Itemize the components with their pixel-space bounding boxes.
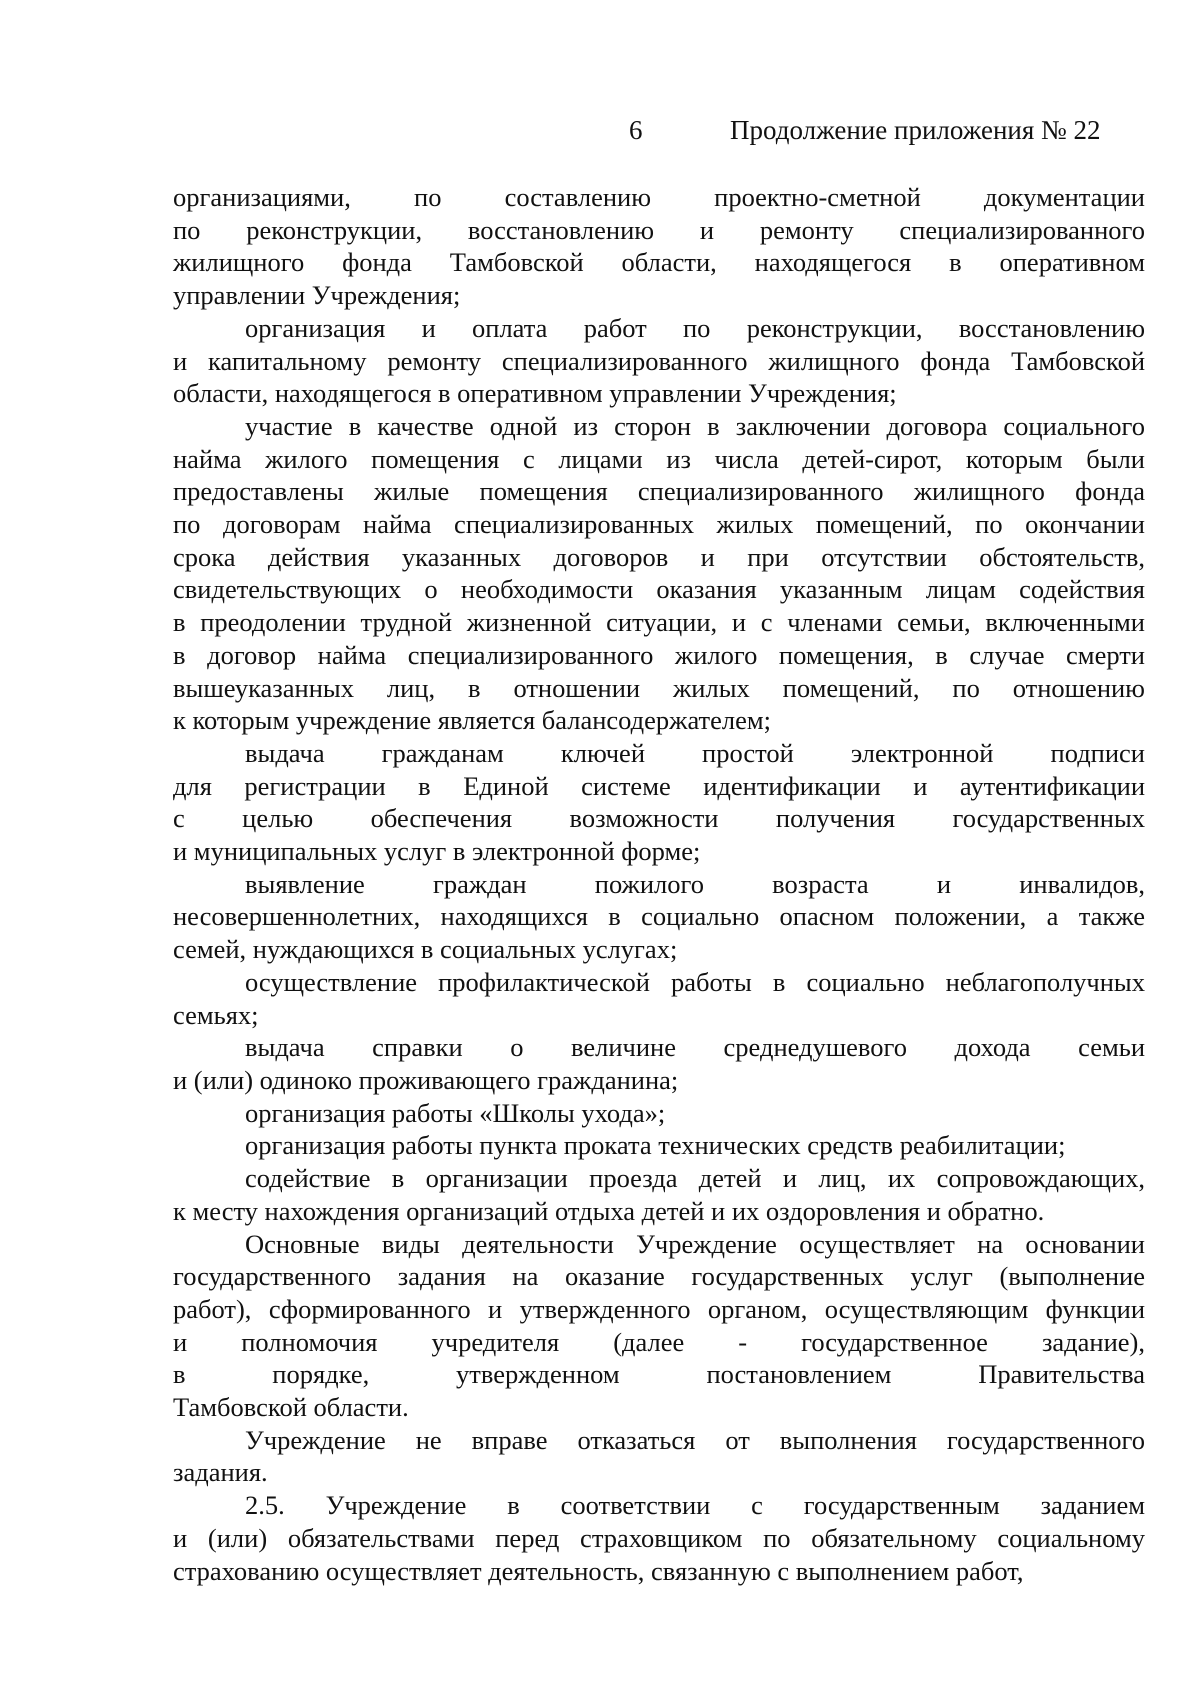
paragraph-3-line-8: в договор найма специализированного жилого помещения, в случае смерти — [173, 639, 1145, 670]
paragraph-10-line-2: к месту нахождения организаций отдыха детей и их оздоровления и обратно. — [173, 1195, 1045, 1226]
paragraph-3-line-7: в преодолении трудной жизненной ситуации, и с членами семьи, включенными — [173, 607, 1145, 638]
page-header — [0, 115, 1200, 155]
paragraph-7-line-1: выдача справки о величине среднедушевого дохода семьи — [245, 1032, 1145, 1063]
paragraph-3-line-2: найма жилого помещения с лицами из числа детей-сирот, которым были — [173, 443, 1145, 474]
paragraph-6-line-2: семьях; — [173, 999, 259, 1030]
paragraph-9-line-1: организация работы пункта проката технических средств реабилитации; — [245, 1130, 1066, 1161]
paragraph-3-line-6: свидетельствующих о необходимости оказания указанным лицам содействия — [173, 574, 1145, 605]
paragraph-4-line-1: выдача гражданам ключей простой электронной подписи — [245, 737, 1145, 768]
document-body — [173, 181, 1145, 1587]
appendix-continuation-title: Продолжение приложения № 22 — [730, 115, 1101, 145]
paragraph-5-line-3: семей, нуждающихся в социальных услугах; — [173, 934, 678, 965]
paragraph-12-line-1: Учреждение не вправе отказаться от выполнения государственного — [245, 1424, 1145, 1455]
paragraph-4-line-4: и муниципальных услуг в электронной форме; — [173, 836, 701, 867]
paragraph-13-line-1: 2.5. Учреждение в соответствии с государственным заданием — [245, 1490, 1145, 1521]
paragraph-8-line-1: организация работы «Школы ухода»; — [245, 1097, 666, 1128]
paragraph-3-line-4: по договорам найма специализированных жилых помещений, по окончании — [173, 509, 1145, 540]
paragraph-1-line-1: организациями, по составлению проектно-сметной документации — [173, 182, 1145, 212]
paragraph-11-line-1: Основные виды деятельности Учреждение осуществляет на основании — [245, 1228, 1145, 1259]
paragraph-4-line-3: с целью обеспечения возможности получения государственных — [173, 803, 1145, 834]
paragraph-2-line-2: и капитальному ремонту специализированного жилищного фонда Тамбовской — [173, 345, 1145, 376]
paragraph-1-line-4: управлении Учреждения; — [173, 280, 461, 311]
paragraph-7-line-2: и (или) одиноко проживающего гражданина; — [173, 1064, 679, 1095]
paragraph-12-line-2: задания. — [173, 1457, 268, 1488]
paragraph-11-line-3: работ), сформированного и утвержденного органом, осуществляющим функции — [173, 1293, 1145, 1324]
paragraph-3-line-3: предоставлены жилые помещения специализированного жилищного фонда — [173, 476, 1145, 507]
paragraph-13-line-2: и (или) обязательствами перед страховщиком по обязательному социальному — [173, 1522, 1145, 1553]
paragraph-11-line-6: Тамбовской области. — [173, 1392, 409, 1423]
paragraph-1-line-3: жилищного фонда Тамбовской области, находящегося в оперативном — [173, 247, 1145, 278]
paragraph-4-line-2: для регистрации в Единой системе идентификации и аутентификации — [173, 770, 1145, 801]
paragraph-13-line-3: страхованию осуществляет деятельность, связанную с выполнением работ, — [173, 1555, 1024, 1586]
paragraph-11-line-4: и полномочия учредителя (далее - государственное задание), — [173, 1326, 1145, 1357]
paragraph-5-line-1: выявление граждан пожилого возраста и инвалидов, — [245, 868, 1145, 899]
paragraph-11-line-2: государственного задания на оказание государственных услуг (выполнение — [173, 1261, 1145, 1292]
page-number: 6 — [629, 115, 643, 145]
paragraph-1-line-2: по реконструкции, восстановлению и ремонту специализированного — [173, 214, 1145, 245]
paragraph-11-line-5: в порядке, утвержденном постановлением Правительства — [173, 1359, 1145, 1390]
paragraph-5-line-2: несовершеннолетних, находящихся в социально опасном положении, а также — [173, 901, 1145, 932]
paragraph-3-line-9: вышеуказанных лиц, в отношении жилых помещений, по отношению — [173, 672, 1145, 703]
paragraph-3-line-5: срока действия указанных договоров и при отсутствии обстоятельств, — [173, 541, 1145, 572]
paragraph-6-line-1: осуществление профилактической работы в социально неблагополучных — [245, 966, 1145, 997]
paragraph-2-line-3: области, находящегося в оперативном управлении Учреждения; — [173, 378, 897, 409]
paragraph-2-line-1: организация и оплата работ по реконструкции, восстановлению — [245, 312, 1145, 343]
paragraph-10-line-1: содействие в организации проезда детей и лиц, их сопровождающих, — [245, 1163, 1145, 1194]
paragraph-3-line-10: к которым учреждение является балансодержателем; — [173, 705, 771, 736]
paragraph-3-line-1: участие в качестве одной из сторон в заключении договора социального — [245, 410, 1145, 441]
